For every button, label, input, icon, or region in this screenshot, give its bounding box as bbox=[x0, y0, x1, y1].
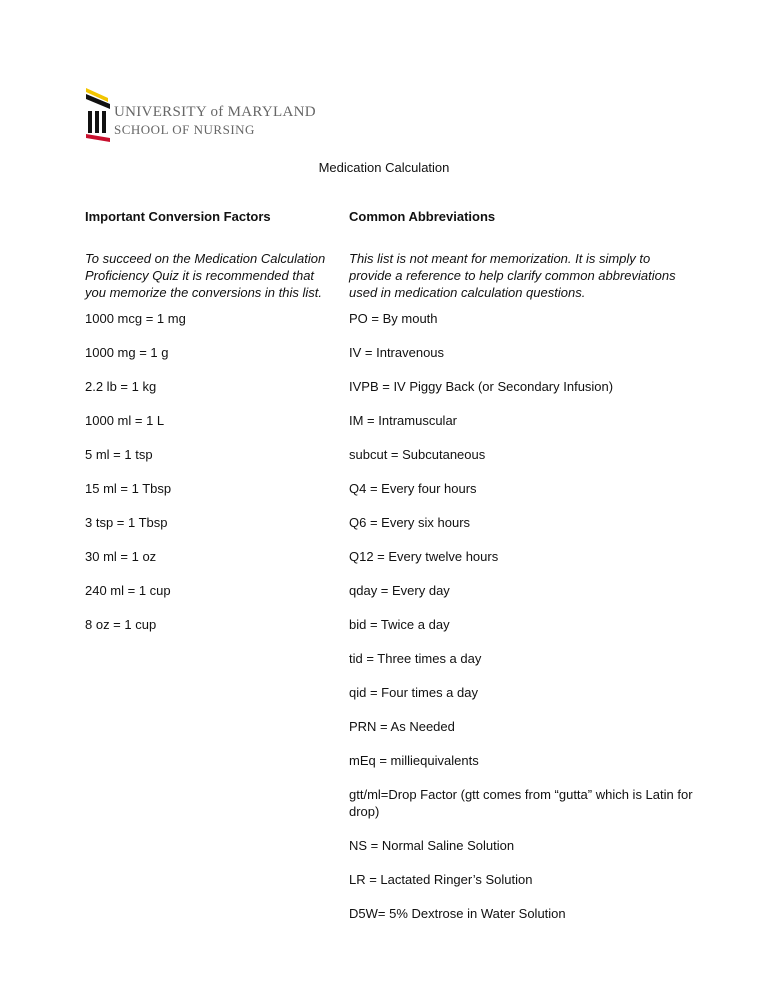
right-intro: This list is not meant for memorization. It is simply to provide a reference to help clarify common abbreviations used in medication calculation questions. bbox=[349, 251, 676, 300]
university-logo bbox=[84, 84, 316, 144]
abbreviation-item: IV = Intravenous bbox=[349, 345, 445, 360]
conversion-item: 8 oz = 1 cup bbox=[85, 617, 157, 632]
abbreviation-item: LR = Lactated Ringer’s Solution bbox=[349, 872, 533, 887]
logo-line1: UNIVERSITY of MARYLAND bbox=[114, 104, 316, 120]
conversion-item: 1000 mcg = 1 mg bbox=[85, 311, 186, 326]
logo-line2: SCHOOL OF NURSING bbox=[114, 122, 255, 137]
left-intro: To succeed on the Medication Calculation Proficiency Quiz it is recommended that you memorize the conversions in this list. bbox=[85, 251, 326, 300]
abbreviation-item: NS = Normal Saline Solution bbox=[349, 838, 515, 853]
conversion-item: 15 ml = 1 Tbsp bbox=[85, 481, 172, 496]
abbreviation-item: IM = Intramuscular bbox=[349, 413, 458, 428]
abbreviation-item: PRN = As Needed bbox=[349, 719, 455, 734]
conversion-item: 5 ml = 1 tsp bbox=[85, 447, 153, 462]
abbreviation-item: bid = Twice a day bbox=[349, 617, 450, 632]
abbreviation-item: qday = Every day bbox=[349, 583, 450, 598]
abbreviation-item: mEq = milliequivalents bbox=[349, 753, 479, 768]
conversion-item: 2.2 lb = 1 kg bbox=[85, 379, 157, 394]
abbreviation-item: PO = By mouth bbox=[349, 311, 438, 326]
left-heading: Important Conversion Factors bbox=[85, 209, 271, 224]
abbreviation-item: Q12 = Every twelve hours bbox=[349, 549, 499, 564]
conversion-item: 30 ml = 1 oz bbox=[85, 549, 157, 564]
abbreviation-item: gtt/ml=Drop Factor (gtt comes from “gutta” which is Latin for drop) bbox=[349, 787, 693, 819]
abbreviation-item: qid = Four times a day bbox=[349, 685, 478, 700]
conversion-item: 240 ml = 1 cup bbox=[85, 583, 171, 598]
abbreviation-item: subcut = Subcutaneous bbox=[349, 447, 486, 462]
conversion-item: 1000 ml = 1 L bbox=[85, 413, 165, 428]
conversion-item: 3 tsp = 1 Tbsp bbox=[85, 515, 168, 530]
conversion-item: 1000 mg = 1 g bbox=[85, 345, 169, 360]
right-heading: Common Abbreviations bbox=[349, 209, 496, 224]
abbreviation-item: IVPB = IV Piggy Back (or Secondary Infusion) bbox=[349, 379, 614, 394]
document-title: Medication Calculation bbox=[318, 160, 450, 175]
logo-pillars-icon bbox=[84, 84, 114, 144]
abbreviation-item: tid = Three times a day bbox=[349, 651, 482, 666]
abbreviation-item: D5W= 5% Dextrose in Water Solution bbox=[349, 906, 566, 921]
abbreviation-item: Q4 = Every four hours bbox=[349, 481, 477, 496]
abbreviation-item: Q6 = Every six hours bbox=[349, 515, 471, 530]
